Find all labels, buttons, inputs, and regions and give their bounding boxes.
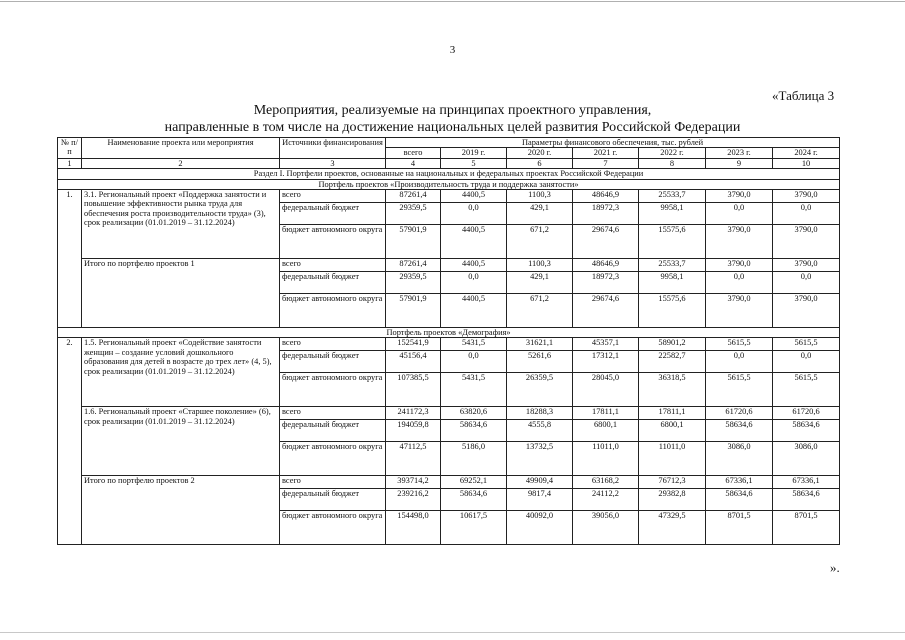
- table-row: [58, 407, 840, 420]
- funding-source: бюджет автономного округа: [280, 225, 386, 259]
- header-params: Параметры финансового обеспечения, тыс. рублей: [386, 138, 840, 148]
- amount-cell: 10617,5: [441, 511, 507, 545]
- amount-cell: 0,0: [706, 351, 773, 373]
- amount-cell: 3086,0: [773, 442, 840, 476]
- amount-cell: 87261,4: [386, 259, 441, 272]
- column-number: 3: [280, 158, 386, 168]
- amount-cell: 28045,0: [573, 373, 639, 407]
- funding-source: бюджет автономного округа: [280, 442, 386, 476]
- page-number: 3: [449, 44, 456, 56]
- amount-cell: 61720,6: [773, 407, 840, 420]
- amount-cell: 24112,2: [573, 489, 639, 511]
- amount-cell: 5431,5: [441, 338, 507, 351]
- header-year: 2019 г.: [441, 148, 507, 158]
- amount-cell: 1100,3: [507, 259, 573, 272]
- amount-cell: 17811,1: [639, 407, 706, 420]
- amount-cell: 61720,6: [706, 407, 773, 420]
- project-name: 1.6. Региональный проект «Старшее поколение» (6), срок реализации (01.01.2019 – 31.12.2024): [82, 407, 280, 476]
- amount-cell: 5261,6: [507, 351, 573, 373]
- amount-cell: 57901,9: [386, 225, 441, 259]
- amount-cell: 0,0: [773, 203, 840, 225]
- amount-cell: 36318,5: [639, 373, 706, 407]
- column-number: 10: [773, 158, 840, 168]
- amount-cell: 0,0: [706, 272, 773, 294]
- amount-cell: 1100,3: [507, 190, 573, 203]
- amount-cell: 5186,0: [441, 442, 507, 476]
- amount-cell: 4400,5: [441, 259, 507, 272]
- column-number: 7: [573, 158, 639, 168]
- amount-cell: 11011,0: [573, 442, 639, 476]
- amount-cell: 0,0: [773, 351, 840, 373]
- amount-cell: 3790,0: [773, 294, 840, 328]
- column-number: 8: [639, 158, 706, 168]
- project-name: 3.1. Региональный проект «Поддержка занятости и повышение эффективности рынка труда для обеспечения роста производительности труда» (3), срок реализации (01.01.2019 – 31.12.2024): [82, 190, 280, 259]
- amount-cell: 18972,3: [573, 203, 639, 225]
- funding-source: федеральный бюджет: [280, 351, 386, 373]
- portfolio-total-label: Итого по портфелю проектов 2: [82, 476, 280, 545]
- amount-cell: 154498,0: [386, 511, 441, 545]
- header-year: 2020 г.: [507, 148, 573, 158]
- amount-cell: 11011,0: [639, 442, 706, 476]
- column-numbers-row: [58, 158, 840, 168]
- amount-cell: 87261,4: [386, 190, 441, 203]
- amount-cell: 6800,1: [639, 420, 706, 442]
- document-title-line-2: направленные в том числе на достижение национальных целей развития Российской Федерации: [164, 120, 741, 135]
- amount-cell: 152541,9: [386, 338, 441, 351]
- amount-cell: 58634,6: [706, 489, 773, 511]
- amount-cell: 25533,7: [639, 259, 706, 272]
- amount-cell: 4555,8: [507, 420, 573, 442]
- portfolio-1-title: Портфель проектов «Производительность труда и поддержка занятости»: [58, 179, 840, 189]
- funding-source: бюджет автономного округа: [280, 294, 386, 328]
- amount-cell: 0,0: [441, 351, 507, 373]
- amount-cell: 3790,0: [706, 225, 773, 259]
- column-number: 4: [386, 158, 441, 168]
- table-row: [58, 259, 840, 272]
- amount-cell: 67336,1: [706, 476, 773, 489]
- amount-cell: 58634,6: [441, 420, 507, 442]
- portfolio-row: [58, 328, 840, 338]
- column-number: 5: [441, 158, 507, 168]
- amount-cell: 0,0: [441, 272, 507, 294]
- table-row: [58, 338, 840, 351]
- amount-cell: 393714,2: [386, 476, 441, 489]
- section-row: [58, 169, 840, 179]
- header-name: Наименование проекта или мероприятия: [82, 138, 280, 159]
- amount-cell: 15575,6: [639, 294, 706, 328]
- amount-cell: 5431,5: [441, 373, 507, 407]
- amount-cell: 47329,5: [639, 511, 706, 545]
- column-number: 1: [58, 158, 82, 168]
- amount-cell: 76712,3: [639, 476, 706, 489]
- document-title-line-1: Мероприятия, реализуемые на принципах проектного управления,: [253, 103, 652, 118]
- amount-cell: 58634,6: [773, 420, 840, 442]
- amount-cell: 58634,6: [706, 420, 773, 442]
- amount-cell: 25533,7: [639, 190, 706, 203]
- column-number: 2: [82, 158, 280, 168]
- funding-source: всего: [280, 259, 386, 272]
- amount-cell: 4400,5: [441, 190, 507, 203]
- funding-source: всего: [280, 338, 386, 351]
- amount-cell: 107385,5: [386, 373, 441, 407]
- funding-source: федеральный бюджет: [280, 489, 386, 511]
- row-number: 1.: [58, 190, 82, 328]
- header-no: № п/п: [58, 138, 82, 159]
- amount-cell: 3086,0: [706, 442, 773, 476]
- amount-cell: 8701,5: [773, 511, 840, 545]
- amount-cell: 58901,2: [639, 338, 706, 351]
- amount-cell: 58634,6: [773, 489, 840, 511]
- amount-cell: 6800,1: [573, 420, 639, 442]
- column-number: 9: [706, 158, 773, 168]
- amount-cell: 40092,0: [507, 511, 573, 545]
- amount-cell: 429,1: [507, 203, 573, 225]
- amount-cell: 39056,0: [573, 511, 639, 545]
- amount-cell: 3790,0: [773, 190, 840, 203]
- amount-cell: 63820,6: [441, 407, 507, 420]
- amount-cell: 3790,0: [773, 225, 840, 259]
- amount-cell: 194059,8: [386, 420, 441, 442]
- portfolio-2-title: Портфель проектов «Демография»: [58, 328, 840, 338]
- funding-source: всего: [280, 476, 386, 489]
- scan-edge-top: [0, 1, 905, 2]
- table-row: [58, 190, 840, 203]
- financing-table: [57, 137, 840, 545]
- amount-cell: 5615,5: [773, 373, 840, 407]
- amount-cell: 31621,1: [507, 338, 573, 351]
- column-number: 6: [507, 158, 573, 168]
- amount-cell: 48646,9: [573, 190, 639, 203]
- amount-cell: 29382,8: [639, 489, 706, 511]
- amount-cell: 18972,3: [573, 272, 639, 294]
- amount-cell: 3790,0: [706, 259, 773, 272]
- amount-cell: 22582,7: [639, 351, 706, 373]
- header-row: [58, 138, 840, 148]
- amount-cell: 9958,1: [639, 203, 706, 225]
- amount-cell: 4400,5: [441, 294, 507, 328]
- portfolio-total-label: Итого по портфелю проектов 1: [82, 259, 280, 328]
- amount-cell: 671,2: [507, 294, 573, 328]
- row-number: 2.: [58, 338, 82, 545]
- amount-cell: 29359,5: [386, 272, 441, 294]
- amount-cell: 0,0: [706, 203, 773, 225]
- table-reference: «Таблица 3: [772, 88, 835, 103]
- amount-cell: 5615,5: [706, 373, 773, 407]
- amount-cell: 671,2: [507, 225, 573, 259]
- amount-cell: 26359,5: [507, 373, 573, 407]
- amount-cell: 429,1: [507, 272, 573, 294]
- amount-cell: 9958,1: [639, 272, 706, 294]
- funding-source: бюджет автономного округа: [280, 373, 386, 407]
- amount-cell: 3790,0: [706, 190, 773, 203]
- amount-cell: 57901,9: [386, 294, 441, 328]
- amount-cell: 17811,1: [573, 407, 639, 420]
- amount-cell: 29674,6: [573, 294, 639, 328]
- amount-cell: 5615,5: [773, 338, 840, 351]
- amount-cell: 45156,4: [386, 351, 441, 373]
- header-source: Источники финансирования: [280, 138, 386, 159]
- header-year: 2022 г.: [639, 148, 706, 158]
- amount-cell: 49909,4: [507, 476, 573, 489]
- amount-cell: 69252,1: [441, 476, 507, 489]
- amount-cell: 9817,4: [507, 489, 573, 511]
- amount-cell: 0,0: [773, 272, 840, 294]
- amount-cell: 4400,5: [441, 225, 507, 259]
- table-row: [58, 476, 840, 489]
- amount-cell: 29674,6: [573, 225, 639, 259]
- scan-edge-bottom: [0, 632, 905, 633]
- portfolio-row: [58, 179, 840, 189]
- amount-cell: 0,0: [441, 203, 507, 225]
- amount-cell: 13732,5: [507, 442, 573, 476]
- funding-source: федеральный бюджет: [280, 272, 386, 294]
- project-name: 1.5. Региональный проект «Содействие занятости женщин – создание условий дошкольного образования для детей в возрасте до трех лет» (4, 5), срок реализации (01.01.2019 – 31.12.2024): [82, 338, 280, 407]
- funding-source: всего: [280, 407, 386, 420]
- amount-cell: 47112,5: [386, 442, 441, 476]
- amount-cell: 63168,2: [573, 476, 639, 489]
- header-total: всего: [386, 148, 441, 158]
- amount-cell: 8701,5: [706, 511, 773, 545]
- amount-cell: 239216,2: [386, 489, 441, 511]
- header-year: 2024 г.: [773, 148, 840, 158]
- funding-source: федеральный бюджет: [280, 420, 386, 442]
- amount-cell: 29359,5: [386, 203, 441, 225]
- amount-cell: 67336,1: [773, 476, 840, 489]
- amount-cell: 17312,1: [573, 351, 639, 373]
- amount-cell: 45357,1: [573, 338, 639, 351]
- header-year: 2021 г.: [573, 148, 639, 158]
- amount-cell: 18288,3: [507, 407, 573, 420]
- amount-cell: 241172,3: [386, 407, 441, 420]
- closing-quote: ».: [830, 560, 840, 575]
- amount-cell: 5615,5: [706, 338, 773, 351]
- funding-source: бюджет автономного округа: [280, 511, 386, 545]
- amount-cell: 3790,0: [773, 259, 840, 272]
- amount-cell: 48646,9: [573, 259, 639, 272]
- amount-cell: 58634,6: [441, 489, 507, 511]
- section-title: Раздел I. Портфели проектов, основанные на национальных и федеральных проектах Российской Федерации: [58, 169, 840, 179]
- funding-source: федеральный бюджет: [280, 203, 386, 225]
- amount-cell: 3790,0: [706, 294, 773, 328]
- amount-cell: 15575,6: [639, 225, 706, 259]
- header-year: 2023 г.: [706, 148, 773, 158]
- funding-source: всего: [280, 190, 386, 203]
